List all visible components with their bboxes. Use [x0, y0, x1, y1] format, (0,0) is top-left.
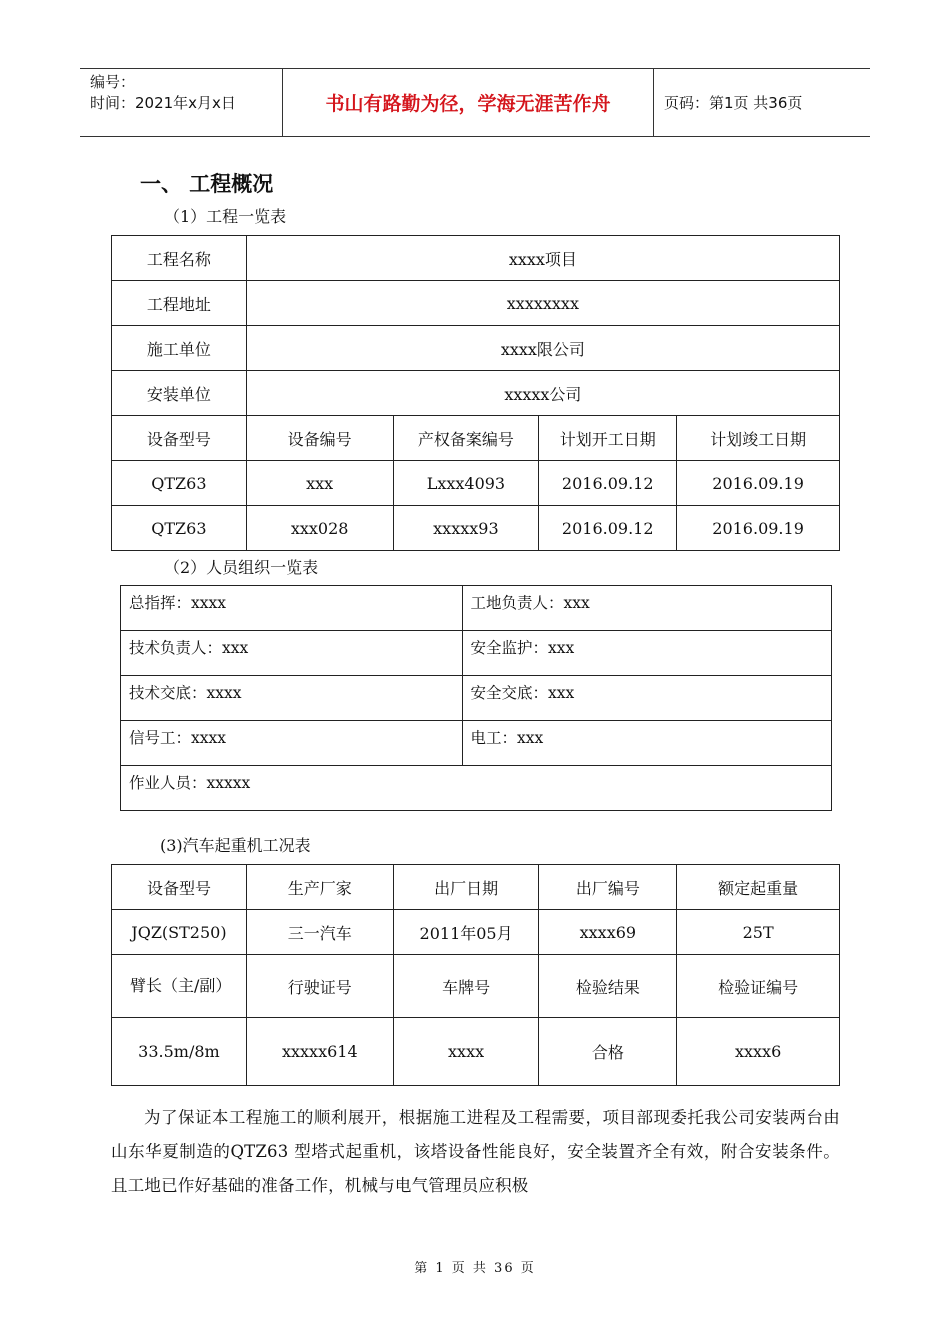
table-row — [112, 326, 840, 371]
table-cell: 工程地址 — [112, 281, 247, 326]
table-row — [112, 281, 840, 326]
table-cell: 电工：xxx — [462, 721, 831, 766]
table-cell: xxxx69 — [539, 910, 677, 955]
column-header: 计划竣工日期 — [677, 416, 840, 461]
table-cell: xxxx项目 — [246, 236, 839, 281]
table-cell: 2016.09.12 — [539, 461, 677, 506]
table-cell: xxxxx公司 — [246, 371, 839, 416]
table-row — [112, 371, 840, 416]
column-header: 设备型号 — [112, 416, 247, 461]
table-cell: xxx028 — [246, 506, 393, 551]
section-title: 一、 工程概况 — [140, 172, 274, 196]
body-paragraph: 为了保证本工程施工的顺利展开，根据施工进程及工程需要，项目部现委托我公司安装两台由山东华夏制造的QTZ63 型塔式起重机，该塔设备性能良好，安全装置齐全有效，附合安装条件。且工地已作好基础的准备工作，机械与电气管理员应积极 — [111, 1108, 840, 1195]
table-cell: 安全交底：xxx — [462, 676, 831, 721]
table-cell: xxxxx614 — [246, 1018, 393, 1086]
table3-caption: (3)汽车起重机工况表 — [160, 836, 311, 855]
table-row — [121, 766, 832, 811]
table-header-row — [112, 955, 840, 1018]
crane-table — [111, 864, 840, 1086]
page-footer: 第 1 页 共 36 页 — [414, 1261, 536, 1276]
column-header: 额定起重量 — [677, 865, 840, 910]
number-label: 编号： — [90, 73, 136, 91]
table-cell: 作业人员：xxxxx — [121, 766, 832, 811]
table-cell: 三一汽车 — [246, 910, 393, 955]
table-cell: xxxxx93 — [393, 506, 539, 551]
table-row — [112, 910, 840, 955]
header-meta — [80, 69, 282, 136]
table-cell: xxxx限公司 — [246, 326, 839, 371]
column-header: 设备编号 — [246, 416, 393, 461]
column-header: 车牌号 — [393, 955, 539, 1018]
personnel-table — [120, 585, 832, 811]
table-cell: xxx — [246, 461, 393, 506]
column-header: 出厂日期 — [393, 865, 539, 910]
table-cell: 信号工：xxxx — [121, 721, 463, 766]
table-cell: 2016.09.12 — [539, 506, 677, 551]
page-header — [80, 68, 870, 137]
table-cell: Lxxx4093 — [393, 461, 539, 506]
column-header: 检验证编号 — [677, 955, 840, 1018]
table-row — [121, 631, 832, 676]
column-header: 出厂编号 — [539, 865, 677, 910]
table1-caption: （1）工程一览表 — [164, 207, 287, 226]
table-cell: 合格 — [539, 1018, 677, 1086]
column-header: 行驶证号 — [246, 955, 393, 1018]
table-row — [112, 236, 840, 281]
project-table — [111, 235, 840, 551]
table-cell: 施工单位 — [112, 326, 247, 371]
header-motto: 书山有路勤为径，学海无涯苦作舟 — [282, 69, 654, 136]
table-cell: JQZ(ST250) — [112, 910, 247, 955]
table-cell: 技术交底：xxxx — [121, 676, 463, 721]
column-header: 计划开工日期 — [539, 416, 677, 461]
table-cell: 总指挥：xxxx — [121, 586, 463, 631]
table-cell: 工程名称 — [112, 236, 247, 281]
table-row — [112, 461, 840, 506]
table-row — [121, 721, 832, 766]
column-header: 检验结果 — [539, 955, 677, 1018]
table-cell: xxxx — [393, 1018, 539, 1086]
table-cell: QTZ63 — [112, 506, 247, 551]
table2-caption: （2）人员组织一览表 — [164, 558, 319, 577]
column-header: 产权备案编号 — [393, 416, 539, 461]
table-cell: 安全监护：xxx — [462, 631, 831, 676]
table-header-row — [112, 416, 840, 461]
header-page-info: 页码：第1页 共36页 — [664, 94, 803, 112]
table-cell: 安装单位 — [112, 371, 247, 416]
time-label: 时间：2021年x月x日 — [90, 94, 236, 112]
column-header: 设备型号 — [112, 865, 247, 910]
table-row — [121, 676, 832, 721]
table-cell: 技术负责人：xxx — [121, 631, 463, 676]
table-row — [112, 506, 840, 551]
table-cell: xxxx6 — [677, 1018, 840, 1086]
table-cell: xxxxxxxx — [246, 281, 839, 326]
table-header-row — [112, 865, 840, 910]
table-cell: 25T — [677, 910, 840, 955]
table-cell: 2011年05月 — [393, 910, 539, 955]
table-cell: QTZ63 — [112, 461, 247, 506]
column-header: 臂长（主/副） — [112, 955, 247, 1018]
column-header: 生产厂家 — [246, 865, 393, 910]
table-cell: 2016.09.19 — [677, 461, 840, 506]
table-cell: 33.5m/8m — [112, 1018, 247, 1086]
table-row — [121, 586, 832, 631]
table-cell: 2016.09.19 — [677, 506, 840, 551]
table-row — [112, 1018, 840, 1086]
table-cell: 工地负责人：xxx — [462, 586, 831, 631]
